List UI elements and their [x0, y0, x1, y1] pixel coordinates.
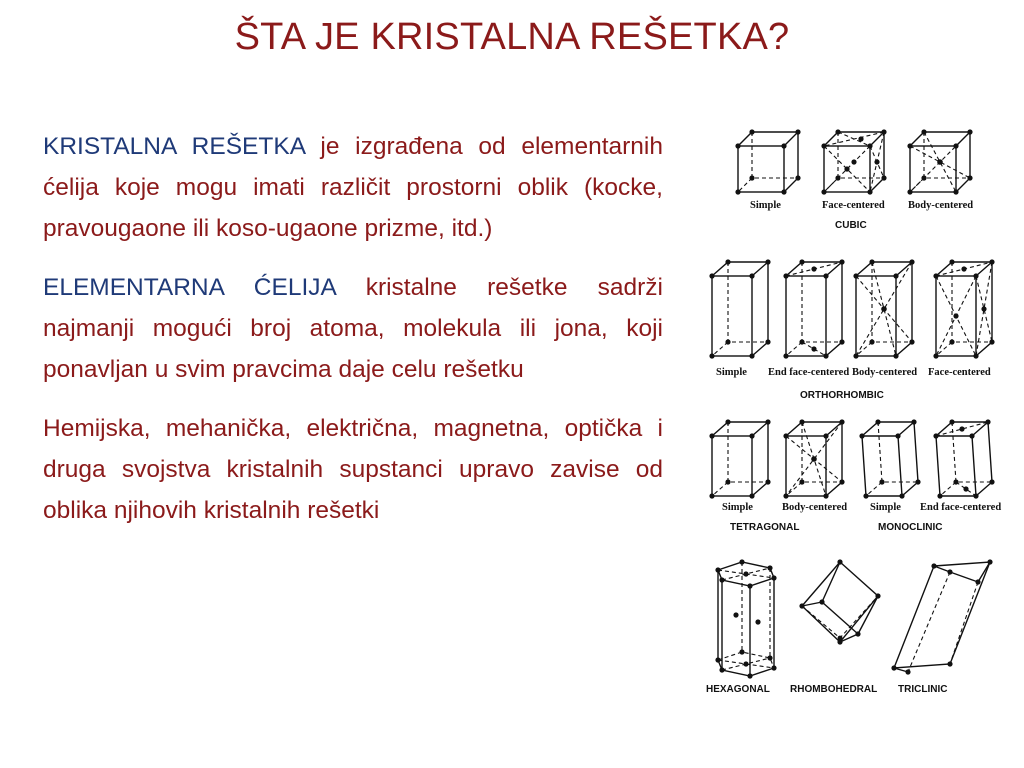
label-ortho-body-centered: Body-centered — [852, 367, 918, 378]
rhombohedral-cell — [799, 559, 880, 644]
paragraph-text: kristalne rešetke sadrži najmanji mogući broj atoma, molekula ili jona, koji ponavljan u svim pravcima daje celu rešetku — [43, 274, 663, 383]
cubic-body-centered-cell — [907, 129, 972, 194]
paragraph-text: je izgrađena od elementarnih ćelija koje mogu imati različit prostorni oblik (kocke, pravougaone ili koso-ugaone prizme, itd.) — [43, 133, 663, 242]
group-label-tetragonal: TETRAGONAL — [730, 522, 800, 533]
group-label-monoclinic: MONOCLINIC — [878, 522, 943, 533]
cubic-simple-cell — [735, 129, 800, 194]
label-cubic-body-centered: Body-centered — [908, 200, 974, 211]
label-mono-end-face-centered: End face-centered — [920, 502, 1002, 513]
group-label-hexagonal: HEXAGONAL — [706, 684, 770, 695]
paragraph-properties: Hemijska, mehanička, električna, magnetna, optička i druga svojstva kristalnih supstanci upravo zavise od oblika njihovih kristalnih rešetki — [43, 415, 663, 524]
group-label-cubic: CUBIC — [835, 220, 867, 231]
label-tetra-simple: Simple — [722, 502, 753, 513]
label-ortho-simple: Simple — [716, 367, 747, 378]
hexagonal-cell — [715, 559, 776, 678]
tetra-body-centered-cell — [783, 419, 844, 498]
label-cubic-face-centered: Face-centered — [822, 200, 885, 211]
ortho-face-centered-cell — [933, 259, 994, 358]
ortho-body-centered-cell — [853, 259, 914, 358]
group-label-triclinic: TRICLINIC — [898, 684, 948, 695]
label-cubic-simple: Simple — [750, 200, 781, 211]
ortho-end-face-centered-cell — [783, 259, 844, 358]
slide-title: ŠTA JE KRISTALNA REŠETKA? — [234, 16, 790, 58]
label-ortho-face-centered: Face-centered — [928, 367, 991, 378]
lattice-diagram — [690, 110, 1020, 710]
keyword-unit-cell: ELEMENTARNA ĆELIJA — [43, 274, 336, 301]
bravais-lattice-figure — [690, 110, 1020, 710]
keyword-crystal-lattice: KRISTALNA REŠETKA — [43, 133, 305, 160]
mono-simple-cell — [859, 419, 920, 498]
group-label-rhombohedral: RHOMBOHEDRAL — [790, 684, 878, 695]
paragraph-crystal-lattice — [43, 126, 663, 249]
ortho-simple-cell — [709, 259, 770, 358]
text-column — [43, 126, 663, 549]
cubic-face-centered-cell — [821, 129, 886, 194]
label-ortho-end-face-centered: End face-centered — [768, 367, 850, 378]
paragraph-unit-cell — [43, 267, 663, 390]
triclinic-cell — [891, 559, 992, 674]
group-label-orthorhombic: ORTHORHOMBIC — [800, 390, 884, 401]
mono-end-face-centered-cell — [933, 419, 994, 498]
tetra-simple-cell — [709, 419, 770, 498]
label-mono-simple: Simple — [870, 502, 901, 513]
label-tetra-body-centered: Body-centered — [782, 502, 848, 513]
